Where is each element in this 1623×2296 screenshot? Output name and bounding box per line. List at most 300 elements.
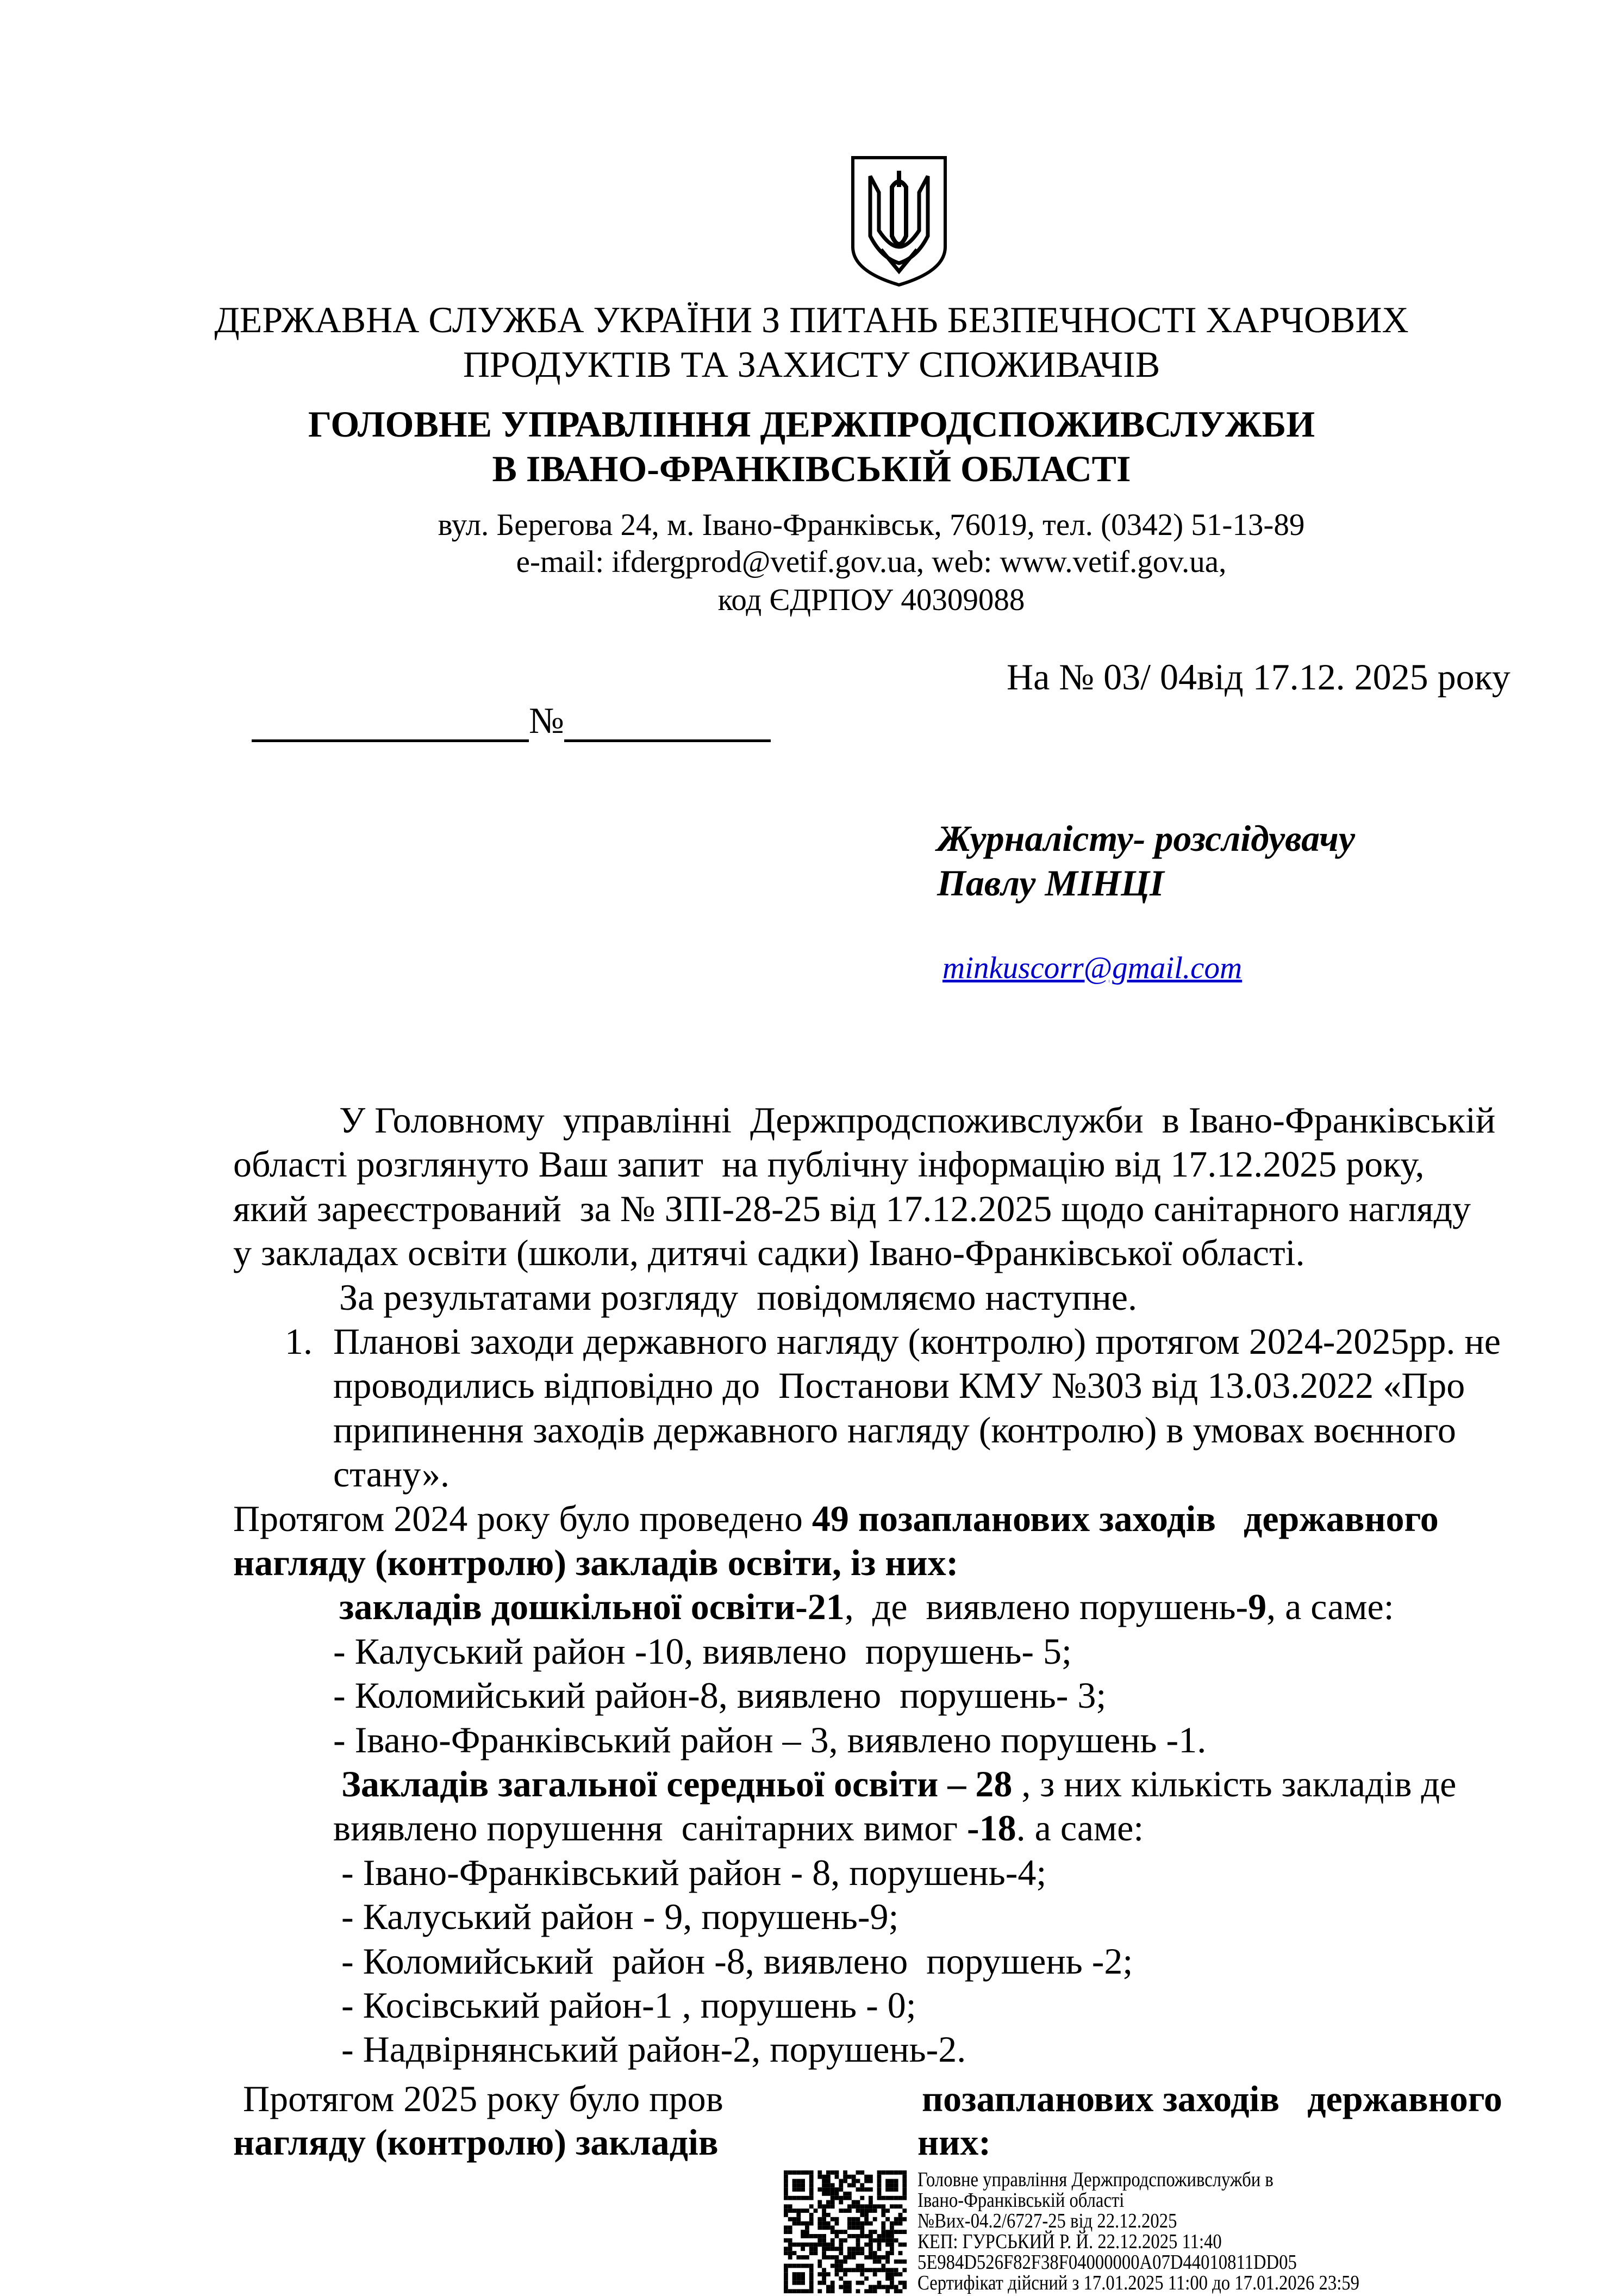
qr-module [847, 2225, 852, 2230]
qr-module [809, 2187, 814, 2192]
qr-module [894, 2230, 898, 2234]
bold-text: 9 [1248, 1586, 1267, 1628]
qr-module [860, 2225, 864, 2230]
qr-module [852, 2225, 856, 2230]
qr-module [784, 2196, 788, 2200]
qr-module [801, 2230, 805, 2234]
qr-module [788, 2243, 792, 2247]
qr-module [835, 2230, 839, 2234]
qr-module [898, 2213, 903, 2217]
qr-module [881, 2268, 885, 2272]
qr-module [843, 2281, 847, 2285]
qr-module [788, 2204, 792, 2208]
qr-module [796, 2276, 801, 2281]
qr-module [869, 2230, 873, 2234]
qr-module [881, 2213, 885, 2217]
qr-module [902, 2260, 907, 2264]
qr-module [839, 2179, 843, 2183]
qr-module [847, 2268, 852, 2272]
qr-module [831, 2264, 835, 2268]
body-line [333, 1673, 1106, 1717]
qr-module [817, 2264, 822, 2268]
qr-module [831, 2200, 835, 2205]
qr-module [843, 2285, 847, 2289]
body-line [341, 2027, 966, 2071]
text: , а саме: [1266, 1586, 1394, 1628]
qr-module [831, 2187, 835, 2192]
qr-module [864, 2255, 869, 2260]
stamp-line-5: 5E984D526F82F38F04000000A07D44010811DD05 [917, 2251, 1297, 2274]
qr-module [873, 2208, 877, 2213]
qr-module [869, 2187, 873, 2192]
qr-module [796, 2196, 801, 2200]
qr-module [835, 2222, 839, 2226]
stamp-line-2: Івано-Франківській області [917, 2189, 1125, 2212]
qr-module [877, 2175, 882, 2179]
body-line [285, 1320, 313, 1363]
qr-module [860, 2204, 864, 2208]
qr-module [784, 2289, 788, 2293]
qr-module [831, 2238, 835, 2243]
qr-module [788, 2238, 792, 2243]
qr-module [817, 2260, 822, 2264]
qr-module [814, 2243, 818, 2247]
qr-module [856, 2268, 860, 2272]
trident-coat-of-arms-icon [844, 145, 945, 278]
qr-module [864, 2268, 869, 2272]
qr-module [860, 2268, 864, 2272]
body-line [339, 1275, 1137, 1319]
qr-module [894, 2285, 898, 2289]
qr-module [898, 2196, 903, 2200]
qr-module [869, 2243, 873, 2247]
qr-module [809, 2251, 814, 2255]
qr-module [860, 2264, 864, 2268]
qr-module [822, 2192, 826, 2196]
qr-module [809, 2243, 814, 2247]
qr-module [809, 2175, 814, 2179]
number-sign: № [529, 700, 564, 741]
qr-module [822, 2183, 826, 2187]
qr-module [805, 2225, 809, 2230]
qr-module [809, 2264, 814, 2268]
qr-module [843, 2230, 847, 2234]
qr-module [856, 2281, 860, 2285]
qr-module [843, 2170, 847, 2175]
qr-module [860, 2230, 864, 2234]
body-line [341, 1983, 916, 2027]
qr-module [831, 2170, 835, 2175]
qr-module [801, 2289, 805, 2293]
qr-module [885, 2208, 890, 2213]
qr-module [801, 2170, 805, 2175]
qr-module [847, 2281, 852, 2285]
text: - Івано-Франківський район – 3, виявлено порушень -1. [333, 1719, 1207, 1760]
qr-module [847, 2196, 852, 2200]
qr-module [792, 2281, 797, 2285]
qr-module [817, 2225, 822, 2230]
text: виявлено порушення санітарних вимог [333, 1807, 967, 1849]
qr-module [852, 2222, 856, 2226]
qr-module [885, 2255, 890, 2260]
qr-module [822, 2243, 826, 2247]
qr-module [826, 2225, 831, 2230]
qr-module [839, 2208, 843, 2213]
qr-module [847, 2208, 852, 2213]
qr-module [801, 2264, 805, 2268]
bold-text: закладів дошкільної освіти-21 [339, 1586, 845, 1628]
qr-module [902, 2281, 907, 2285]
text: - Івано-Франківський район - 8, порушень-4; [341, 1851, 1047, 1893]
qr-module [869, 2251, 873, 2255]
qr-module [864, 2234, 869, 2238]
address: вул. Берегова 24, м. Івано-Франківськ, 76019, тел. (0342) 51-13-89 [438, 508, 1305, 542]
qr-module [856, 2170, 860, 2175]
body-line [333, 1408, 1456, 1452]
qr-module [869, 2208, 873, 2213]
outgoing-number-blank [233, 655, 771, 742]
qr-module [847, 2217, 852, 2222]
qr-module [805, 2264, 809, 2268]
qr-module [784, 2204, 788, 2208]
qr-module [885, 2289, 890, 2293]
qr-module [826, 2175, 831, 2179]
qr-module [826, 2192, 831, 2196]
qr-module [877, 2187, 882, 2192]
qr-module [864, 2179, 869, 2183]
qr-module [826, 2183, 831, 2187]
qr-module [864, 2289, 869, 2293]
qr-module [831, 2192, 835, 2196]
qr-module [826, 2200, 831, 2205]
body-line [339, 1098, 1495, 1142]
qr-module [801, 2276, 805, 2281]
stamp-line-3: №Вих-04.2/6727-25 від 22.12.2025 [917, 2210, 1177, 2232]
qr-module [902, 2217, 907, 2222]
qr-module [877, 2204, 882, 2208]
qr-module [902, 2208, 907, 2213]
qr-module [792, 2208, 797, 2213]
qr-module [885, 2243, 890, 2247]
qr-module [809, 2217, 814, 2222]
qr-module [877, 2255, 882, 2260]
bold-text: -18 [967, 1807, 1016, 1849]
qr-module [801, 2222, 805, 2226]
text: припинення заходів державного нагляду (контролю) в умовах воєнного [333, 1409, 1456, 1451]
qr-module [839, 2183, 843, 2187]
qr-module [801, 2272, 805, 2276]
qr-module [877, 2281, 882, 2285]
qr-module [817, 2238, 822, 2243]
qr-module [885, 2234, 890, 2238]
qr-module [856, 2289, 860, 2293]
qr-module [796, 2183, 801, 2187]
qr-module [831, 2255, 835, 2260]
qr-module [814, 2251, 818, 2255]
qr-module [817, 2175, 822, 2179]
body-line [233, 1142, 1424, 1186]
qr-module [826, 2213, 831, 2217]
qr-module [792, 2179, 797, 2183]
qr-module [788, 2251, 792, 2255]
qr-module [839, 2243, 843, 2247]
qr-module [809, 2234, 814, 2238]
qr-module [890, 2285, 894, 2289]
qr-module [898, 2281, 903, 2285]
qr-module [831, 2183, 835, 2187]
qr-module [784, 2208, 788, 2213]
qr-module [864, 2187, 869, 2192]
qr-module [902, 2170, 907, 2175]
qr-module [839, 2264, 843, 2268]
qr-module [801, 2281, 805, 2285]
qr-module [873, 2272, 877, 2276]
footer-line-1-end: позапланових заходів державного [922, 2078, 1502, 2119]
qr-module [864, 2243, 869, 2247]
qr-module [784, 2272, 788, 2276]
qr-module [877, 2260, 882, 2264]
bold-text: Закладів загальної середньої освіти – 28 [341, 1763, 1013, 1805]
qr-module [902, 2192, 907, 2196]
text: проводились відповідно до Постанови КМУ №303 від 13.03.2022 «Про [333, 1365, 1465, 1407]
qr-module [894, 2289, 898, 2293]
qr-module [873, 2204, 877, 2208]
qr-module [890, 2187, 894, 2192]
qr-module [784, 2170, 788, 2175]
qr-module [831, 2225, 835, 2230]
qr-module [809, 2179, 814, 2183]
qr-module [822, 2213, 826, 2217]
qr-module [902, 2230, 907, 2234]
qr-module [856, 2200, 860, 2205]
qr-module [822, 2238, 826, 2243]
qr-module [792, 2183, 797, 2187]
qr-code-icon [783, 2169, 908, 2293]
qr-module [784, 2213, 788, 2217]
qr-module [801, 2208, 805, 2213]
qr-module [890, 2179, 894, 2183]
qr-module [822, 2276, 826, 2281]
qr-module [856, 2225, 860, 2230]
qr-module [822, 2179, 826, 2183]
qr-module [805, 2196, 809, 2200]
qr-module [788, 2196, 792, 2200]
recipient-name: Павлу МІНЦІ [937, 862, 1164, 904]
qr-module [881, 2264, 885, 2268]
qr-module [877, 2238, 882, 2243]
qr-module [839, 2247, 843, 2251]
qr-module [881, 2234, 885, 2238]
qr-module [864, 2208, 869, 2213]
qr-module [809, 2268, 814, 2272]
qr-module [835, 2264, 839, 2268]
qr-module [792, 2196, 797, 2200]
qr-module [792, 2222, 797, 2226]
qr-module [788, 2225, 792, 2230]
qr-module [839, 2200, 843, 2205]
qr-module [898, 2217, 903, 2222]
qr-module [869, 2268, 873, 2272]
qr-module [869, 2238, 873, 2243]
qr-module [852, 2175, 856, 2179]
qr-module [796, 2272, 801, 2276]
qr-module [826, 2255, 831, 2260]
qr-module [822, 2222, 826, 2226]
qr-module [822, 2208, 826, 2213]
qr-module [809, 2247, 814, 2251]
text: - Калуський район -10, виявлено порушень- 5; [333, 1630, 1072, 1672]
qr-module [843, 2175, 847, 2179]
qr-module [817, 2200, 822, 2205]
contacts: e-mail: ifdergprod@vetif.gov.ua, web: www.vetif.gov.ua, [516, 545, 1227, 579]
qr-module [835, 2268, 839, 2272]
qr-module [860, 2247, 864, 2251]
qr-module [809, 2204, 814, 2208]
qr-module [805, 2222, 809, 2226]
text: який зареєстрований за № ЗПІ-28-25 від 17.12.2025 щодо санітарного нагляду [233, 1187, 1471, 1229]
qr-module [877, 2247, 882, 2251]
qr-module [885, 2196, 890, 2200]
body-line [341, 1939, 1133, 1983]
text: За результатами розгляду повідомляємо наступне. [339, 1276, 1137, 1318]
qr-module [839, 2187, 843, 2192]
qr-module [843, 2196, 847, 2200]
qr-module [847, 2183, 852, 2187]
qr-module [894, 2272, 898, 2276]
body-line [333, 1320, 1501, 1363]
body-line [341, 1895, 898, 1938]
recipient-email-link[interactable]: minkuscorr@gmail.com [942, 951, 1243, 985]
qr-module [839, 2285, 843, 2289]
qr-module [788, 2208, 792, 2213]
text: області розглянуто Ваш запит на публічну інформацію від 17.12.2025 року, [233, 1143, 1425, 1185]
qr-module [839, 2238, 843, 2243]
qr-module [902, 2179, 907, 2183]
qr-module [885, 2217, 890, 2222]
text: Протягом 2024 року було проведено [233, 1497, 812, 1539]
qr-module [890, 2196, 894, 2200]
qr-module [847, 2175, 852, 2179]
qr-module [852, 2251, 856, 2255]
body-line [333, 1629, 1072, 1673]
qr-module [894, 2222, 898, 2226]
qr-module [856, 2217, 860, 2222]
qr-module [796, 2289, 801, 2293]
qr-module [852, 2179, 856, 2183]
qr-module [860, 2234, 864, 2238]
qr-module [881, 2255, 885, 2260]
qr-module [881, 2222, 885, 2226]
qr-module [801, 2196, 805, 2200]
qr-module [822, 2225, 826, 2230]
qr-module [817, 2234, 822, 2238]
qr-module [805, 2243, 809, 2247]
qr-module [801, 2247, 805, 2251]
qr-module [852, 2183, 856, 2187]
qr-module [796, 2217, 801, 2222]
qr-module [843, 2192, 847, 2196]
qr-module [796, 2170, 801, 2175]
body-line [233, 1231, 1305, 1274]
qr-module [856, 2251, 860, 2255]
qr-module [894, 2217, 898, 2222]
body-line [333, 1806, 1144, 1850]
qr-module [881, 2238, 885, 2243]
qr-module [839, 2268, 843, 2272]
text: . а саме: [1016, 1807, 1144, 1849]
qr-module [831, 2247, 835, 2251]
qr-module [843, 2238, 847, 2243]
qr-module [860, 2251, 864, 2255]
qr-module [869, 2179, 873, 2183]
qr-module [784, 2179, 788, 2183]
qr-module [869, 2175, 873, 2179]
qr-module [869, 2200, 873, 2205]
qr-module [826, 2285, 831, 2289]
agency-name-line-1: ДЕРЖАВНА СЛУЖБА УКРАЇНИ З ПИТАНЬ БЕЗПЕЧНОСТІ ХАРЧОВИХ [214, 299, 1409, 340]
qr-module [784, 2276, 788, 2281]
text: У Головному управлінні Держпродспоживслужби в Івано-Франківській [339, 1099, 1496, 1141]
qr-module [784, 2225, 788, 2230]
recipient-title: Журналісту- розслідувачу [937, 818, 1356, 859]
qr-module [809, 2272, 814, 2276]
qr-module [902, 2196, 907, 2200]
qr-module [898, 2204, 903, 2208]
qr-module [873, 2255, 877, 2260]
qr-module [796, 2213, 801, 2217]
text: - Калуський район - 9, порушень-9; [341, 1896, 899, 1938]
qr-module [784, 2247, 788, 2251]
department-name-line-1: ГОЛОВНЕ УПРАВЛІННЯ ДЕРЖПРОДСПОЖИВСЛУЖБИ [308, 403, 1315, 445]
qr-module [856, 2264, 860, 2268]
qr-module [890, 2170, 894, 2175]
qr-module [890, 2230, 894, 2234]
qr-module [860, 2272, 864, 2276]
text: - Коломийський район -8, виявлено порушень -2; [341, 1940, 1133, 1982]
qr-module [890, 2251, 894, 2255]
qr-module [822, 2217, 826, 2222]
qr-module [898, 2260, 903, 2264]
footer-line-2-start: нагляду (контролю) закладів [233, 2121, 719, 2163]
qr-module [826, 2247, 831, 2251]
qr-module [801, 2179, 805, 2183]
qr-module [877, 2268, 882, 2272]
qr-module [864, 2217, 869, 2222]
qr-module [801, 2255, 805, 2260]
qr-module [890, 2238, 894, 2243]
qr-module [864, 2175, 869, 2179]
qr-module [852, 2268, 856, 2272]
qr-module [784, 2264, 788, 2268]
qr-module [831, 2285, 835, 2289]
qr-module [809, 2276, 814, 2281]
qr-module [881, 2170, 885, 2175]
footer-line-1-start: Протягом 2025 року було пров [243, 2078, 723, 2119]
qr-module [805, 2255, 809, 2260]
qr-module [796, 2255, 801, 2260]
qr-module [784, 2183, 788, 2187]
qr-module [902, 2285, 907, 2289]
qr-module [792, 2289, 797, 2293]
qr-module [894, 2196, 898, 2200]
qr-module [784, 2230, 788, 2234]
qr-module [902, 2187, 907, 2192]
qr-module [847, 2192, 852, 2196]
qr-module [877, 2179, 882, 2183]
edrpou-code: код ЄДРПОУ 40309088 [717, 583, 1025, 617]
qr-module [826, 2170, 831, 2175]
qr-module [877, 2196, 882, 2200]
